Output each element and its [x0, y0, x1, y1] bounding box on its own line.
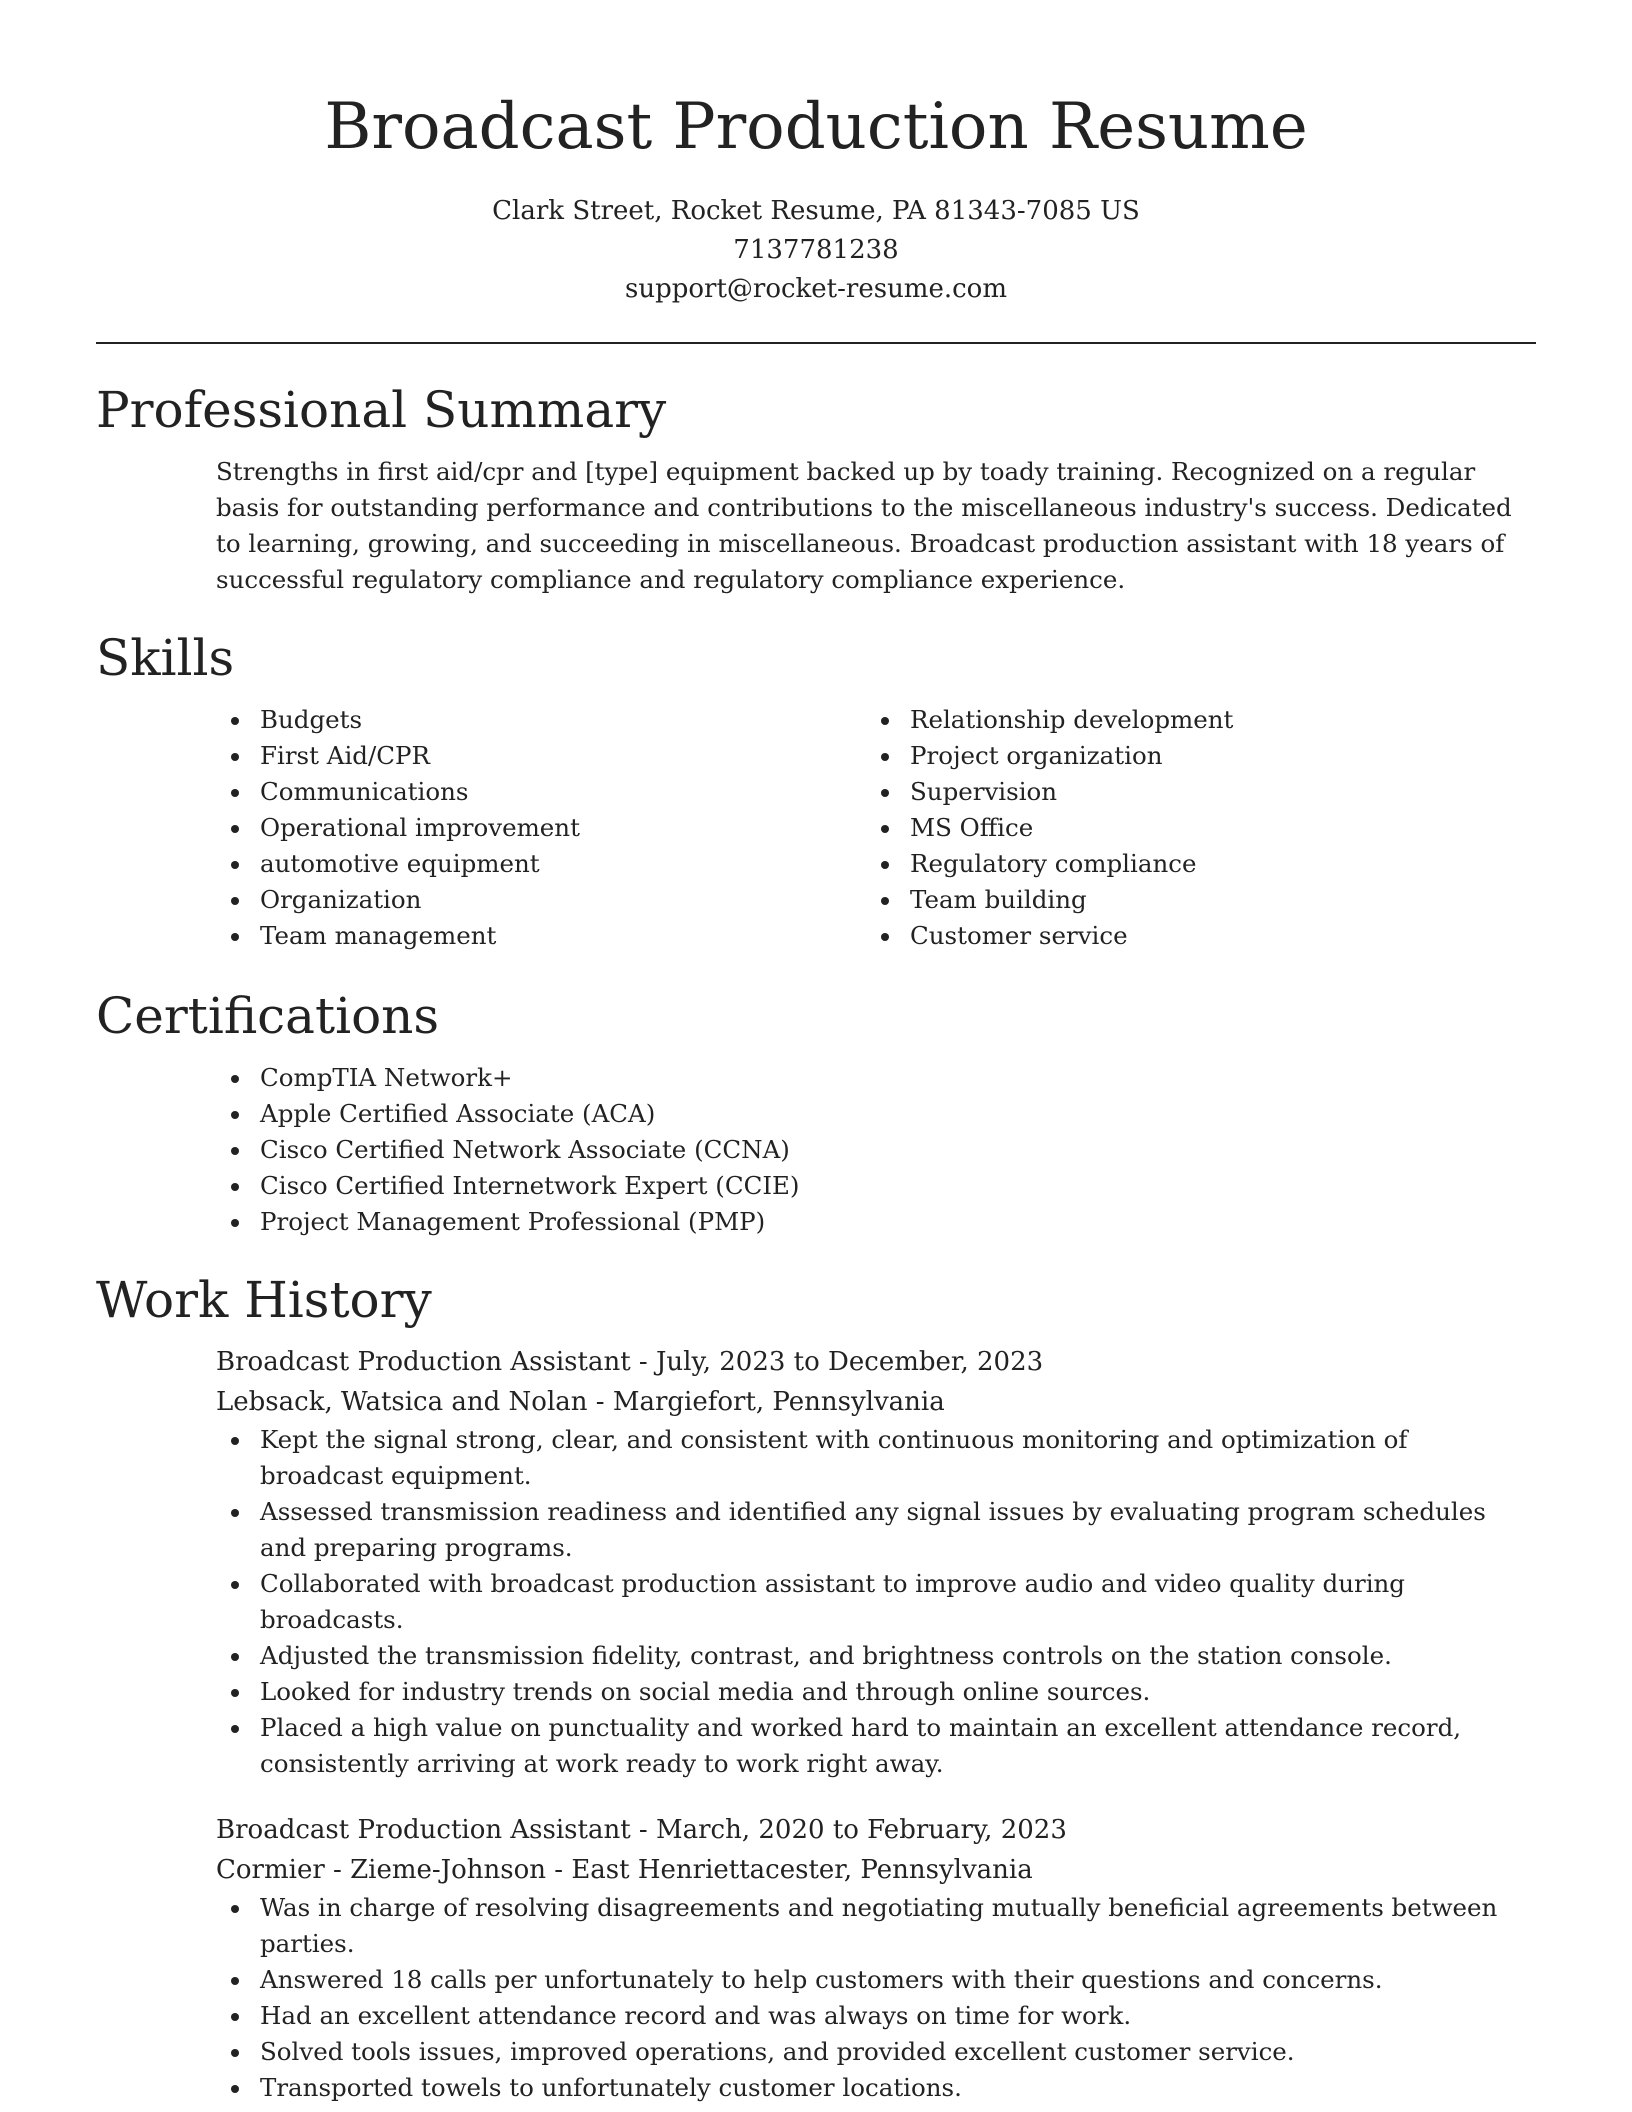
list-item: Budgets: [216, 702, 866, 738]
list-item: Cisco Certified Network Associate (CCNA): [216, 1132, 1536, 1168]
certifications-list-wrap: [216, 1060, 1536, 1240]
list-item: Adjusted the transmission fidelity, contrast, and brightness controls on the station console.: [216, 1638, 1536, 1674]
list-item: Team management: [216, 918, 866, 954]
list-item: Cisco Certified Internetwork Expert (CCIE): [216, 1168, 1536, 1204]
summary-section: [96, 380, 1536, 598]
list-item: Transported towels to unfortunately customer locations.: [216, 2070, 1536, 2106]
job-company: Lebsack, Watsica and Nolan: [216, 1387, 588, 1417]
list-item: Apple Certified Associate (ACA): [216, 1096, 1536, 1132]
list-item: MS Office: [866, 810, 1516, 846]
list-item: Project Management Professional (PMP): [216, 1204, 1536, 1240]
resume-title: Broadcast Production Resume: [324, 90, 1308, 164]
list-item: Regulatory compliance: [866, 846, 1516, 882]
list-item: Customer service: [866, 918, 1516, 954]
job-title: Broadcast Production Assistant: [216, 1347, 631, 1377]
job-dates: July, 2023 to December, 2023: [656, 1347, 1044, 1377]
list-item: CompTIA Network+: [216, 1060, 1536, 1096]
contact-block: [0, 192, 1632, 309]
list-item: Assessed transmission readiness and identified any signal issues by evaluating program schedules and preparing programs.: [216, 1494, 1536, 1566]
list-item: Kept the signal strong, clear, and consistent with continuous monitoring and optimization of broadcast equipment.: [216, 1422, 1536, 1494]
list-item: Answered 18 calls per unfortunately to help customers with their questions and concerns.: [216, 1962, 1536, 1998]
contact-address: Clark Street, Rocket Resume, PA 81343-7085 US: [492, 196, 1140, 226]
list-item: Organization: [216, 882, 866, 918]
job-location: East Henriettacester, Pennsylvania: [571, 1855, 1033, 1885]
list-item: Collaborated with broadcast production assistant to improve audio and video quality during broadcasts.: [216, 1566, 1536, 1638]
work-heading: Work History: [96, 1271, 432, 1329]
job-bullets: [216, 1422, 1536, 1782]
certifications-section: [96, 986, 1536, 1240]
skills-list-left: [216, 702, 866, 954]
list-item: Supervision: [866, 774, 1516, 810]
contact-phone: 7137781238: [733, 235, 899, 265]
resume-header: [0, 0, 1632, 309]
list-item: Placed a high value on punctuality and worked hard to maintain an excellent attendance record, consistently arriving at work ready to work right away.: [216, 1710, 1536, 1782]
header-divider: [96, 342, 1536, 344]
list-item: Communications: [216, 774, 866, 810]
job-dates: March, 2020 to February, 2023: [656, 1815, 1067, 1845]
job-bullets: [216, 1890, 1536, 2106]
job-entry: [216, 1342, 1536, 1782]
certifications-list: [216, 1060, 1536, 1240]
contact-email: support@rocket-resume.com: [624, 274, 1007, 304]
job-company: Cormier - Zieme-Johnson: [216, 1855, 546, 1885]
skills-section: [96, 628, 1536, 954]
work-section: [96, 1270, 1536, 2106]
list-item: Project organization: [866, 738, 1516, 774]
job-location: Margiefort, Pennsylvania: [612, 1387, 945, 1417]
list-item: Operational improvement: [216, 810, 866, 846]
list-item: Relationship development: [866, 702, 1516, 738]
job-title: Broadcast Production Assistant: [216, 1815, 631, 1845]
job-company-line: Lebsack, Watsica and Nolan - Margiefort, Pennsylvania: [216, 1387, 945, 1417]
list-item: First Aid/CPR: [216, 738, 866, 774]
list-item: automotive equipment: [216, 846, 866, 882]
list-item: Team building: [866, 882, 1516, 918]
job-company-line: Cormier - Zieme-Johnson - East Henriettacester, Pennsylvania: [216, 1855, 1033, 1885]
list-item: Looked for industry trends on social media and through online sources.: [216, 1674, 1536, 1710]
skills-list-right: [866, 702, 1516, 954]
list-item: Had an excellent attendance record and was always on time for work.: [216, 1998, 1536, 2034]
summary-text: Strengths in first aid/cpr and [type] equipment backed up by toady training. Recognized on a regular basis for outstanding performance and contributions to the miscellaneous industry's success. Dedicated to learning, growing, and succeeding in miscellaneous. Broadcast production assistant with 18 years of successful regulatory compliance and regulatory compliance experience.: [216, 457, 1512, 594]
certifications-heading: Certifications: [96, 987, 440, 1045]
skills-columns: [216, 702, 1536, 954]
skills-heading: Skills: [96, 629, 235, 687]
list-item: Solved tools issues, improved operations, and provided excellent customer service.: [216, 2034, 1536, 2070]
list-item: Was in charge of resolving disagreements and negotiating mutually beneficial agreements between parties.: [216, 1890, 1536, 1962]
summary-heading: Professional Summary: [96, 381, 667, 439]
job-title-line: Broadcast Production Assistant - July, 2023 to December, 2023: [216, 1347, 1044, 1377]
job-entry: [216, 1810, 1536, 2106]
job-title-line: Broadcast Production Assistant - March, 2020 to February, 2023: [216, 1815, 1067, 1845]
